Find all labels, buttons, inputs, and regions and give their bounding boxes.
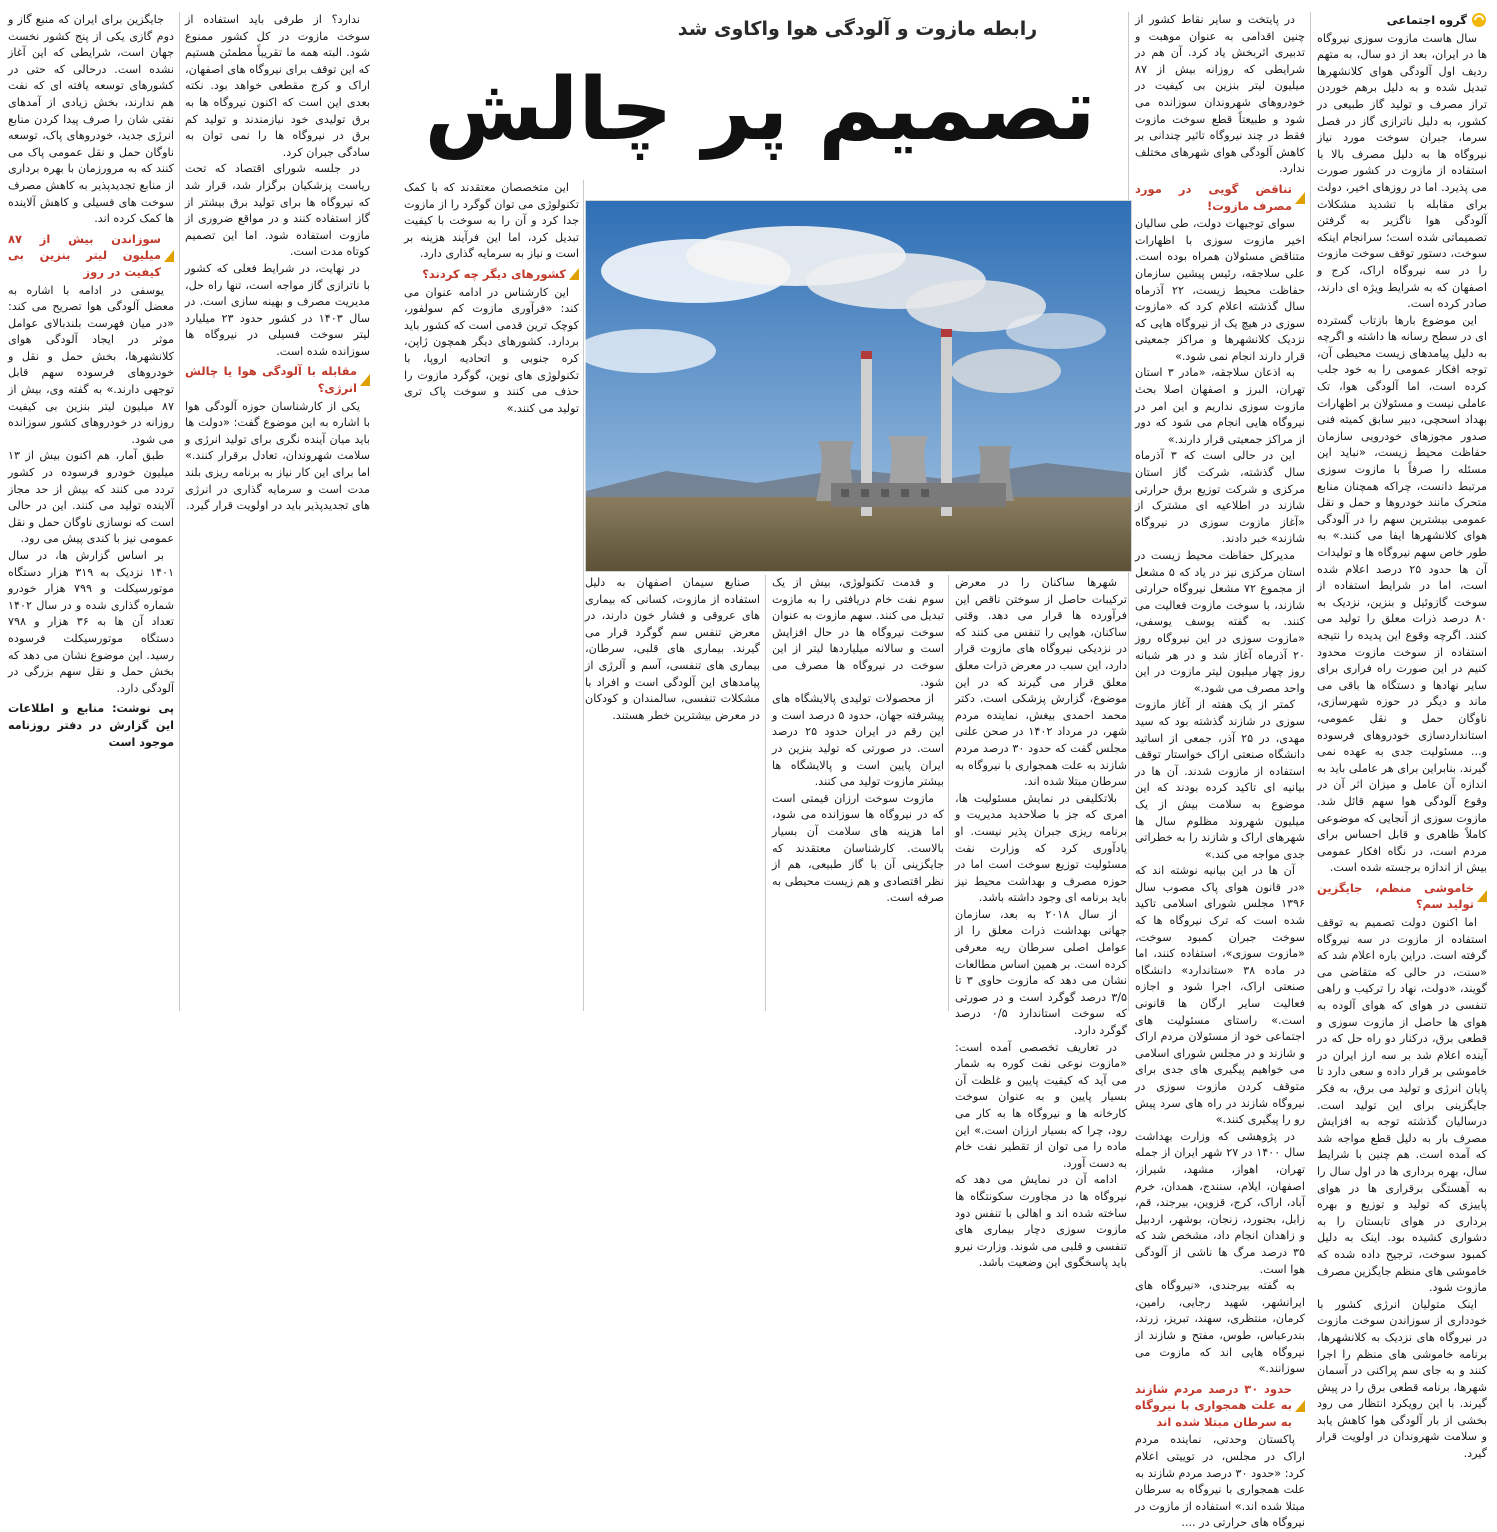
- article-column-1: [1316, 12, 1487, 1461]
- subheading: کشورهای دیگر چه کردند؟: [404, 266, 579, 283]
- paragraph: بر اساس گزارش ها، در سال ۱۴۰۱ نزدیک به ۳۱۹ هزار دستگاه موتورسیکلت و ۷۹۹ هزار خودرو شماره گذاری شده و در سال ۱۴۰۲ تعداد آن ها به ۳۶ هزار و ۷۹۸ دستگاه موتورسیکلت فرسوده رسید. این موضوع نشان می دهد که بخش حمل و نقل سهم بزرگی در آلودگی دارد.: [8, 549, 174, 695]
- paragraph: این کارشناس در ادامه عنوان می کند: «فرآوری مازوت کم سولفور، کوچک ترین قدمی است که کشور باید بردارد. کشورهای دیگر همچون ژاپن، کره جنوبی و اتحادیه اروپا، با تکنولوژی های نوین، گوگرد مازوت را حذف می کنند و سوخت پاک تری تولید می کنند.»: [404, 285, 579, 415]
- paragraph: شهرها ساکنان را در معرض ترکیبات حاصل از سوختن ناقص این فرآورده ها قرار می دهد. وقتی ساکنان، هوایی را تنفس می کنند که در نزدیکی نیروگاه های مازوت قرار دارد، این سبب در معرض ذرات معلق معلق قرار می گیرند که در این موضوع، گزارش پزشکی است. دکتر محمد احمدی بیغش، نماینده مردم شهر، در مرداد ۱۴۰۲ در صحن علنی مجلس گفت که حدود ۳۰ درصد مردم شازند به علت همجواری با نیروگاه به سرطان مبتلا شده اند.: [955, 576, 1127, 789]
- subheading: تناقض گویی در مورد مصرف مازوت!: [1135, 181, 1305, 214]
- column-divider: [948, 575, 949, 1011]
- paragraph: اینک متولیان انرژی کشور با خودداری از سوزاندن سوخت مازوت در نیروگاه های نزدیک به کلانشهرها، برنامه خاموشی های منظم را اجرا کنند و به جای سم پراکنی در آسمان شهرها، برنامه قطعی برق را در پیش گیرند. با این رویکرد انتظار می رود بخشی از بار آلودگی هوا کاهش یابد و سلامت شهروندان در اولویت قرار گیرد.: [1317, 1297, 1487, 1461]
- paragraph: از محصولات تولیدی پالایشگاه های پیشرفته جهان، حدود ۵ درصد است و این رقم در ایران حدود ۲۵ درصد است. در صورتی که تولید بنزین در ایران پایین است و پالایشگاه ها بیشتر مازوت تولید می کنند.: [772, 692, 945, 789]
- paragraph: در تعاریف تخصصی آمده است: «مازوت نوعی نفت کوره به شمار می آید که کیفیت پایین و غلظت آن بسیار پایین و به عنوان سوخت کارخانه ها و نیروگاه ها به کار می رود، چرا که بسیار ارزان است.» این ماده را می توان از تقطیر نفت خام به دست آورد.: [955, 1040, 1127, 1170]
- article-column-4: [772, 575, 944, 1011]
- triangle-bullet-icon: [360, 374, 370, 386]
- paragraph: این متخصصان معتقدند که با کمک تکنولوژی می توان گوگرد را از مازوت جدا کرد و آن را به سوخت با کیفیت تبدیل کرد، اما این فرآیند هزینه بر است و نیاز به سرمایه گذاری دارد.: [404, 181, 579, 261]
- triangle-bullet-icon: [164, 250, 174, 262]
- paragraph: بلاتکلیفی در نمایش مسئولیت ها، امری که جز با صلاحدید مدیریت و برنامه ریزی جبران پذیر نیست. او یادآوری کرد که وزارت نفت مسئولیت توزیع سوخت است اما در حوزه مصرف و بهداشت محیط نیز باید برنامه ای وجود داشته باشد.: [955, 791, 1127, 905]
- section-label: گروه اجتماعی: [1317, 12, 1487, 29]
- paragraph: صنایع سیمان اصفهان به دلیل استفاده از مازوت، کسانی که بیماری های عروقی و فشار خون دارند، در معرض تنفس سم گوگرد قرار می گیرند. بیماری های قلبی، سرطان، بیماری های تنفسی، آسم و آلرژی از پیامدهای این آلودگی است و افراد با مشکلات تنفسی، سالمندان و کودکان در معرض بیشترین خطر هستند.: [585, 576, 760, 722]
- column-divider: [583, 180, 584, 1011]
- paragraph: مازوت سوخت ارزان قیمتی است که در نیروگاه ها سوزانده می شود، اما هزینه های سلامت آن بسیار بالاست. کارشناسان معتقدند که جایگزینی آن با گاز طبیعی، هم از نظر اقتصادی و هم زیست محیطی به صرفه است.: [772, 791, 944, 905]
- newspaper-logo-icon: [1471, 12, 1487, 28]
- paragraph: ادامه آن در نمایش می دهد که نیروگاه ها در مجاورت سکونتگاه ها ساخته شده اند و اهالی با تنفس دود مازوت سوزی دچار بیماری های تنفسی و قلبی می شوند. وزارت نیرو باید پاسخگوی این وضعیت باشد.: [955, 1173, 1127, 1270]
- article-column-5: [585, 575, 760, 1011]
- headline: تصمیم پر چالش: [424, 60, 1096, 160]
- column-divider: [179, 12, 180, 1011]
- paragraph: جایگزین برای ایران که منبع گاز و دوم گازی یکی از پنج کشور نخست جهان است، شرایطی که این آغاز نشده است. درحالی که حتی در کشورهای توسعه یافته ای که نفت هم ندارند، بخش زیادی از آمدهای نفتی شان را صرف پیدا کردن منابع انرژی جدید، خودروهای پاک، توسعه ناوگان حمل و نقل عمومی پاک می کنند که به مرورزمان با بهره برداری از منابع تجدیدپذیر به کاهش مصرف سوخت های فسیلی و کاهش آلاینده ها کمک کرده اند.: [8, 13, 174, 226]
- source-note: پی نوشت: منابع و اطلاعات این گزارش در دفتر روزنامه موجود است: [8, 702, 174, 749]
- subheading: حدود ۳۰ درصد مردم شازند به علت همجواری با نیروگاه به سرطان مبتلا شده اند: [1135, 1381, 1305, 1431]
- triangle-bullet-icon: [569, 268, 579, 280]
- paragraph: یوسفی در ادامه با اشاره به معضل آلودگی هوا تصریح می کند: «در میان فهرست بلندبالای عوامل موثر در ایجاد آلودگی هوای کلانشهرها، بخش حمل و نقل و خودروهای فرسوده سهم قابل توجهی دارند.» به گفته وی، بیش از ۸۷ میلیون لیتر بنزین بی کیفیت روزانه در خودروهای کشور سوزانده می شود.: [8, 283, 174, 446]
- paragraph: این در حالی است که ۳ آذرماه سال گذشته، شرکت گاز استان مرکزی و شرکت توزیع برق حرارتی شازند در اطلاعیه ای مشترک از «آغاز مازوت سوزی در نیروگاه شازند» خبر دادند.: [1135, 449, 1305, 546]
- subheading: مقابله با آلودگی هوا یا چالش انرژی؟: [185, 363, 370, 396]
- article-column-6: [185, 12, 370, 1011]
- paragraph: طبق آمار، هم اکنون بیش از ۱۳ میلیون خودرو فرسوده در کشور تردد می کنند که بیش از حد مجاز آلاینده تولید می کنند. این در حالی است که نوسازی ناوگان حمل و نقل عمومی نیز با کندی پیش می رود.: [8, 449, 174, 546]
- triangle-bullet-icon: [1477, 890, 1487, 902]
- paragraph: یکی از کارشناسان حوزه آلودگی هوا با اشاره به این موضوع گفت: «دولت ها باید میان آینده نگری برای تولید انرژی و سلامت شهروندان، تعادل برقرار کنند.» اما برای این کار نیاز به برنامه ریزی بلند مدت است و سرمایه گذاری در انرژی های تجدیدپذیر باید در اولویت قرار گیرد.: [185, 399, 370, 513]
- article-column-7: [8, 12, 174, 1011]
- paragraph: اما اکنون دولت تصمیم به توقف استفاده از مازوت در سه نیروگاه گرفته است. دراین باره اعلام شد که «سنت، در حالی که متقاضی می گویند، «دولت، نهاد را ترکیب و راهی تنفسی در هوای که هوای آلوده به هوای ها حاصل از مازوت سوزی و قطعی برق، درکنار دو راه حل که در آینده اعلام شد بر سه ارز ایران در خاموشی بر قرار داده و سعی دارد تا پایان انرژی و تولید می برق، به فکر جایگزینی برای این تولید است. درسالیان گذشته توجه به افزایش مصرف بار به دلیل قطع مواجه شد که آمده است. هم چنین با شرایط سال، بهره برداری ها در اول سال را به آهستگی برقراری ها در هوای پاییزی که تولید و توزیع و بهره برداری در هوای تابستان را به دشواری کشیده بود. اینک به دلیل کمبود سوخت، ترجیح داده شده که خاموشی های منظم جایگزین مصرف مازوت شود.: [1317, 916, 1487, 1295]
- article-column-2: [1135, 12, 1306, 1530]
- paragraph: سال هاست مازوت سوزی نیروگاه ها در ایران، بعد از دو سال، به متهم ردیف اول آلودگی هوای کلانشهرها تبدیل شده و به دلیل برهم خوردن تراز مصرف و تولید گاز طبیعی در کشور، به دلیل ناترازی گاز در فصل سرما، جبران سوخت مورد نیاز نیروگاه ها به دلیل مصرف بالا با استفاده از مازوت در کشور صورت می پذیرد. اما در روزهای اخیر، دولت برای مقابله با تشدید مشکلات آلودگی هوا ناگزیر به گرفتن تصمیماتی شده است؛ سرانجام اینکه سوخت، دستور توقف سوخت مازوت را در سه نیروگاه اراک، کرج و اصفهان که به شرایط ویژه ای دارند، صادر کرده است.: [1317, 31, 1487, 311]
- paragraph: در پژوهشی که وزارت بهداشت سال ۱۴۰۰ در ۲۷ شهر ایران از جمله تهران، اهواز، مشهد، شیراز، اصفهان، ایلام، سنندج، همدان، خرم آباد، اراک، کرج، قزوین، بیرجند، قم، زابل، بجنورد، زنجان، بوشهر، اردبیل و زاهدان انجام داد، مشخص شد که ۳۵ درصد مرگ ها ناشی از آلودگی هوا است.: [1135, 1129, 1305, 1276]
- supertitle: رابطه مازوت و آلودگی هوا واکاوی شد: [677, 18, 1038, 40]
- subheading: خاموشی منظم، جایگزین تولید سم؟: [1317, 880, 1487, 913]
- paragraph: مدیرکل حفاظت محیط زیست در استان مرکزی نیز در یاد که ۵ مشعل از مجموع ۷۲ مشعل نیروگاه حرارتی شازند، با سوخت مازوت فعالیت می کنند. به گفته یوسف یوسفی، «مازوت سوزی در این نیروگاه روز ۲۰ آذرماه آغاز شد و در هر شبانه روز چهار میلیون لیتر مازوت در این واحد مصرف می شود.»: [1135, 549, 1306, 695]
- paragraph: پاکستان وحدتی، نماینده مردم اراک در مجلس، در توییتی اعلام کرد: «حدود ۳۰ درصد مردم شازند به علت همجواری با نیروگاه به سرطان مبتلا شده اند.» استفاده از مازوت در نیروگاه های حرارتی در ....: [1135, 1433, 1305, 1530]
- subheading: سوزاندن بیش از ۸۷ میلیون لیتر بنزین بی کیفیت در روز: [8, 231, 174, 281]
- article-column-3: [955, 575, 1127, 1270]
- power-plant-smokestacks-icon: [586, 201, 1131, 571]
- paragraph: در پایتخت و سایر نقاط کشور از چنین اقدامی به عنوان موهبت و تدبیری اثربخش یاد کرد. آن هم در شرایطی که روزانه بیش از ۸۷ میلیون لیتر بنزین بی کیفیت در خودروهای شهروندان سوزانده می شود و طبیعتاً قطع سوخت مازوت فقط در چند نیروگاه تاثیر چندانی بر کاهش آلودگی هوای شهرهای مختلف ندارد.: [1135, 13, 1305, 176]
- column-divider: [1310, 12, 1311, 1011]
- column-divider: [765, 575, 766, 1011]
- paragraph: آن ها در این بیانیه نوشته اند که «در قانون هوای پاک مصوب سال ۱۳۹۶ مجلس شورای اسلامی تاکید شده است که ترک نیروگاه ها که سوخت جبران کمبود سوخت، «مازوت سوزی»، استفاده کنند، اما در ماده ۳۸ «ستاندارد» دانشگاه صنعتی اراک، اجرا شود و اجازه فعالیت سایر ارگان ها قانونی است.» راستای مسئولیت های اجتماعی خود از مسئولان مردم اراک و شازند و در مجلس شورای اسلامی می خواهیم پیگیری های جدی برای متوقف کردن مازوت سوزی در نیروگاه شازند در راه های سرد پیش رو را پیگیری کنند.»: [1135, 864, 1305, 1127]
- paragraph: در نهایت، در شرایط فعلی که کشور با ناترازی گاز مواجه است، تنها راه حل، مدیریت مصرف و بهینه سازی است. در سال ۱۴۰۳ در کشور حدود ۲۳ میلیارد لیتر سوخت فسیلی در نیروگاه ها سوزانده شده است.: [185, 261, 370, 358]
- paragraph: به اذعان سلاجقه، «مادر ۳ استان تهران، البرز و اصفهان اصلا بحث مازوت سوزی نداریم و این امر در نیروگاه هایی انجام می شود که دور از مراکز جمعیتی قرار دارند.»: [1135, 366, 1305, 446]
- triangle-bullet-icon: [1295, 192, 1305, 204]
- paragraph: کمتر از یک هفته از آغاز مازوت سوزی در شازند گذشته بود که سید مهدی، در ۲۵ آذر، جمعی از اساتید دانشگاه صنعتی اراک خواستار توقف استفاده از مازوت شدند. آن ها در بیانیه ای تاکید کرده بودند که این موضوع به سلامت بیش از یک میلیون شهروند مظلوم سال ها شهرهای اراک و شازند را به خطراتی جدی مواجه می کند.»: [1135, 698, 1306, 861]
- paragraph: از سال ۲۰۱۸ به بعد، سازمان جهانی بهداشت ذرات معلق را از عوامل اصلی سرطان ریه معرفی کرده است. بر همین اساس مطالعات نشان می دهد که مازوت حاوی ۳ تا ۳/۵ درصد گوگرد است و در صورتی که سوخت استاندارد ۰/۵ درصد گوگرد دارد.: [955, 907, 1127, 1038]
- power-plant-photo: [585, 200, 1132, 572]
- article-column-5-upper: [404, 180, 579, 1011]
- paragraph: در جلسه شورای اقتصاد که تحت ریاست پزشکیان برگزار شد، قرار شد که نیروگاه ها برای تولید برق بیشتر از گاز استفاده کنند و در مواقع ضروری از مازوت استفاده شود. اما این تصمیم کوتاه مدت است.: [185, 162, 370, 259]
- triangle-bullet-icon: [1295, 1400, 1305, 1412]
- paragraph: سوای توجیهات دولت، طی سالیان اخیر مازوت سوزی با اظهارات متناقض مسئولان همراه بوده است. علی سلاجقه، رئیس پیشین سازمان حفاظت محیط زیست، ۲۲ آذرماه سال گذشته اعلام کرد که «مازوت سوزی در هیچ یک از نیروگاه هایی که نزدیک کلانشهرها و مراکز جمعیتی قرار دارند انجام نمی شود.»: [1135, 217, 1305, 363]
- paragraph: ندارد؟ از طرفی باید استفاده از سوخت مازوت در کل کشور ممنوع شود. البته همه ما تقریباً مطمئن هستیم که این توقف برای نیروگاه های اصفهان، اراک و کرج مقطعی خواهد بود. نکته بعدی این است که اکنون نیروگاه ها به برق تولیدی خود نیازمندند و تولید کم برق در نیروگاه ها را نمی توان به سادگی جبران کرد.: [185, 13, 370, 159]
- paragraph: به گفته بیرجندی، «نیروگاه های ایرانشهر، شهید رجایی، رامین، کرمان، منتظری، سهند، تبریز، زرند، بندرعباس، طوس، مفتح و شازند از نیروگاه هایی اند که مازوت می سوزانند.»: [1135, 1279, 1305, 1376]
- paragraph: و قدمت تکنولوژی، بیش از یک سوم نفت خام دریافتی را به مازوت تبدیل می کنند. سهم مازوت به عنوان سوخت نیروگاه ها در حال افزایش است و سالانه میلیاردها لیتر از این سوخت در نیروگاه ها مصرف می شود.: [772, 576, 944, 689]
- paragraph: این موضوع بارها بازتاب گسترده ای در سطح رسانه ها داشته و اگرچه به دلیل پیامدهای زیست محیطی آن، توجه افکار عمومی را به خود جلب کرده است، اما آلودگی هوا، تک عاملی نیست و مسئولان بر اظهارات بهداد اسحچی، دبیر سابق کمیته فنی صدور مجوزهای خودرویی سازمان حفاظت محیط زیست، «نباید این مسئله را صرفاً با مازوت سوزی مرتبط دانست، چراکه همچنان منابع متحرک مانند خودروها و حمل و نقل عمومی بیشترین سهم را در آلودگی هوای کلانشهرها ایفا می کنند.» به طور خاص سهم نیروگاه ها و تولیدات آن ها حدود ۲۵ درصد اعلام شده است، اما در شرایط استفاده از سوخت گازوئیل و بنزین، نزدیک به ۸۰ درصد ذرات معلق را تولید می کنند. اگرچه وقوع این پدیده را نتیجه استفاده از سوخت مازوت محدود کنیم در این صورت راه فراری برای سایر نهادها و دستگاه ها باقی می ماند و دیگر در حوزه شهرسازی، ناوگان حمل و نقل عمومی، استانداردسازی خودروهای فرسوده و... مسئولیت جدی به عهده نمی گیرند. بنابراین برای هر عاملی باید به اندازه آن عامل و میزان اثر آن در وقوع آلودگی هوا سهم قائل شد. مازوت سوزی از آنجایی که موضوعی کاملاً ظاهری و قابل احساس برای مردم است، در نگاه افکار عمومی بیش از اندازه برجسته شده است.: [1316, 313, 1487, 875]
